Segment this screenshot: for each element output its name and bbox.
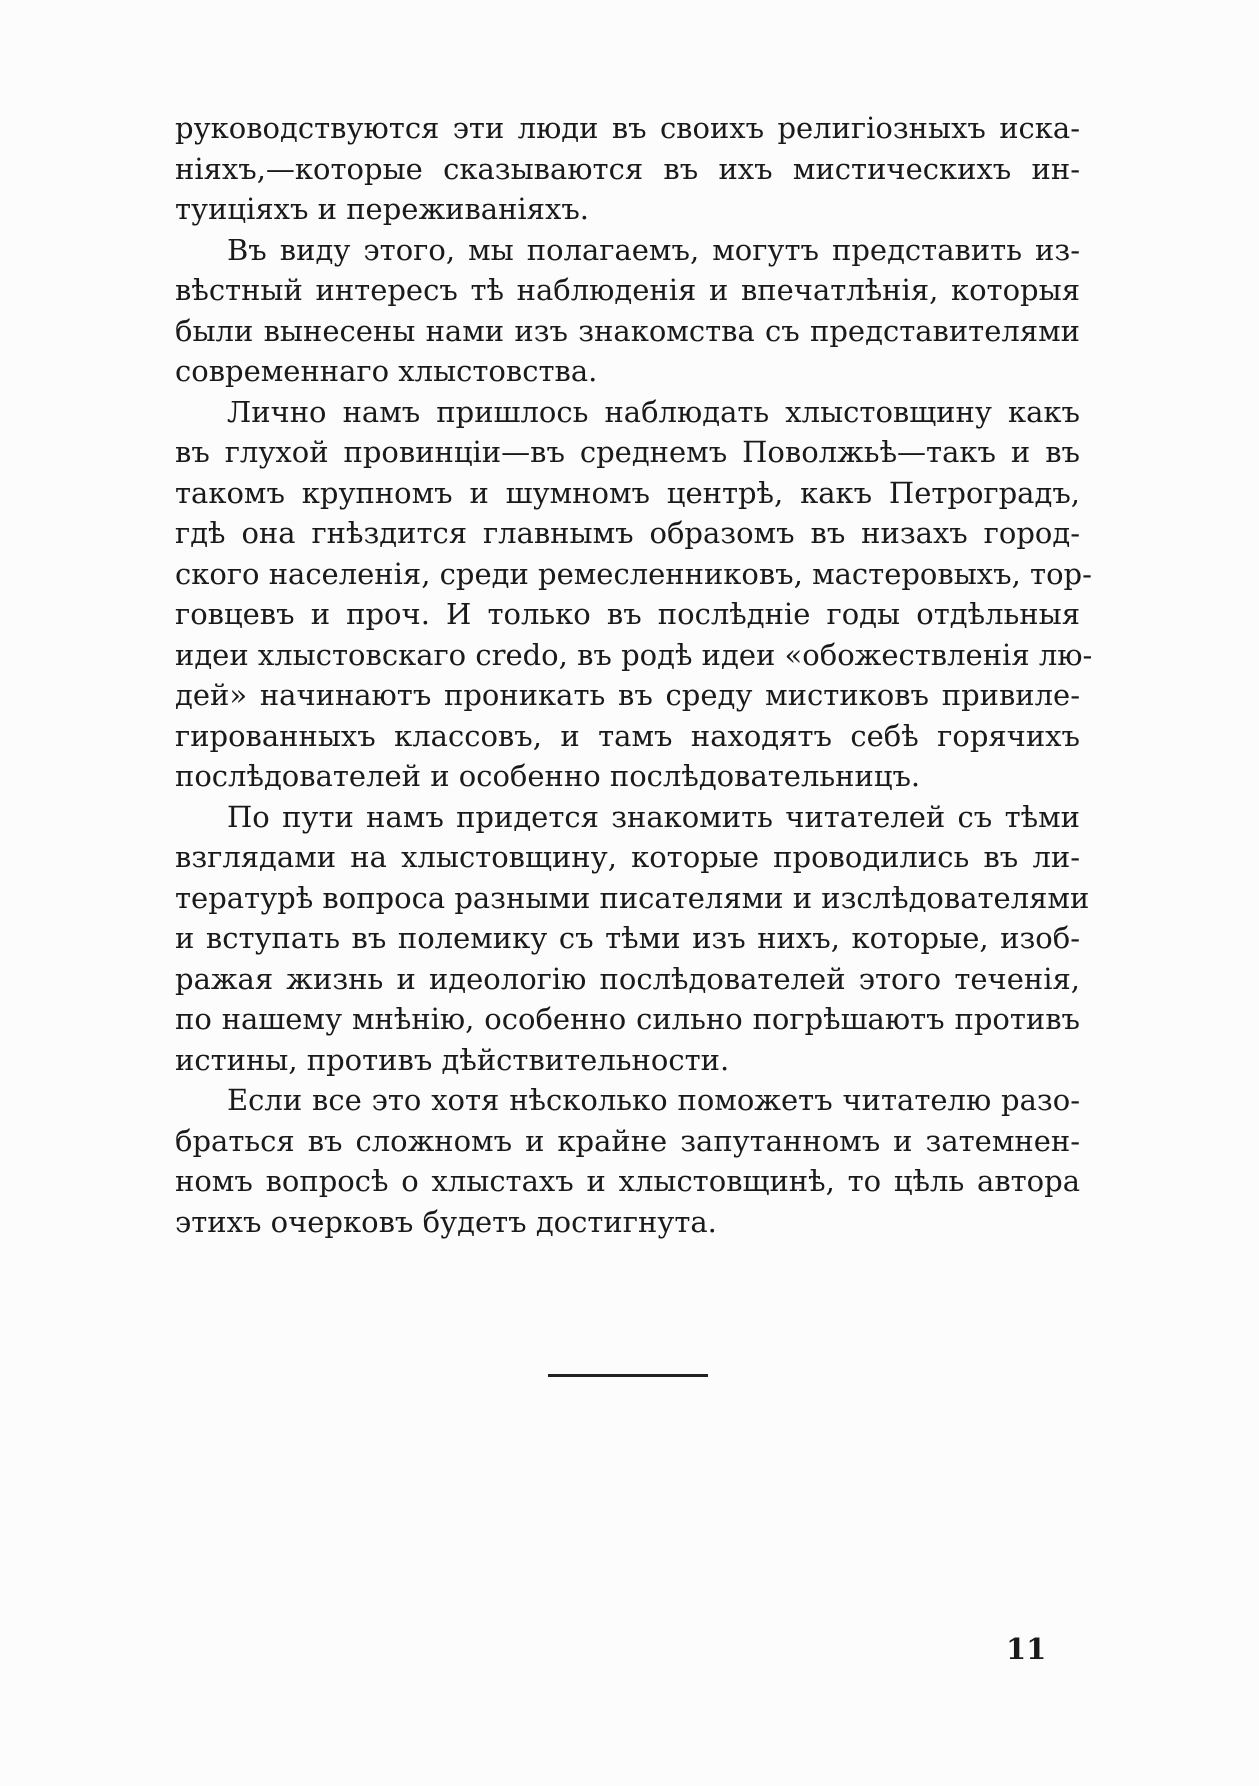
page-number: 11 <box>1006 1632 1047 1666</box>
text-line: гдѣ она гнѣздится главнымъ образомъ въ низахъ город- <box>175 516 1080 550</box>
text-line: Если все это хотя нѣсколько поможетъ читателю разо- <box>227 1083 1080 1117</box>
text-line: этихъ очерковъ будетъ достигнута. <box>175 1204 717 1239</box>
text-line: были вынесены нами изъ знакомства съ представителями <box>175 313 1080 348</box>
section-separator <box>548 1374 708 1377</box>
text-line: туиціяхъ и переживаніяхъ. <box>175 192 589 226</box>
text-line: По пути намъ придется знакомить читателей съ тѣми <box>227 799 1080 834</box>
text-line: по нашему мнѣнію, особенно сильно погрѣшаютъ противъ <box>175 1002 1080 1036</box>
text-line: тературѣ вопроса разными писателями и изслѣдователями <box>175 880 1090 915</box>
text-line: и вступать въ полемику съ тѣми изъ нихъ, которые, изоб- <box>175 921 1080 955</box>
text-line: послѣдователей и особенно послѣдовательницъ. <box>175 759 921 793</box>
paragraph-4 <box>175 797 1090 1081</box>
paragraph-3 <box>175 392 1093 797</box>
text-line: Въ виду этого, мы полагаемъ, могутъ представить из- <box>227 232 1080 267</box>
text-line: истины, противъ дѣйствительности. <box>175 1042 730 1077</box>
text-line: ского населенія, среди ремесленниковъ, мастеровыхъ, тор- <box>175 556 1092 591</box>
text-line: руководствуются эти люди въ своихъ религіозныхъ иска- <box>175 111 1080 145</box>
text-line: ражая жизнь и идеологію послѣдователей этого теченія, <box>175 961 1080 996</box>
text-line: Лично намъ пришлось наблюдать хлыстовщину какъ <box>227 394 1080 429</box>
text-line: въ глухой провинціи—въ среднемъ Поволжьѣ—такъ и въ <box>175 435 1080 469</box>
text-line: браться въ сложномъ и крайне запутанномъ и затемнен- <box>175 1123 1080 1158</box>
paragraph-2 <box>175 230 1080 392</box>
text-line: такомъ крупномъ и шумномъ центрѣ, какъ Петроградъ, <box>175 475 1080 510</box>
text-line: современнаго хлыстовства. <box>175 354 598 388</box>
paragraph-1 <box>175 108 1080 230</box>
paragraph-5 <box>175 1080 1080 1242</box>
text-line: гированныхъ классовъ, и тамъ находятъ себѣ горячихъ <box>175 718 1080 753</box>
text-line: ніяхъ,—которые сказываются въ ихъ мистическихъ ин- <box>175 151 1080 186</box>
text-line: вѣстный интересъ тѣ наблюденія и впечатлѣнія, которыя <box>175 273 1080 307</box>
text-line: говцевъ и проч. И только въ послѣдніе годы отдѣльныя <box>175 597 1080 631</box>
text-line: номъ вопросѣ о хлыстахъ и хлыстовщинѣ, то цѣль автора <box>175 1164 1080 1198</box>
body-text <box>175 108 1093 1242</box>
text-line: дей» начинаютъ проникать въ среду мистиковъ привиле- <box>175 678 1080 712</box>
text-line: идеи хлыстовскаго credo, въ родѣ идеи «обожествленія лю- <box>175 637 1093 672</box>
text-line: взглядами на хлыстовщину, которые проводились въ ли- <box>175 840 1080 874</box>
